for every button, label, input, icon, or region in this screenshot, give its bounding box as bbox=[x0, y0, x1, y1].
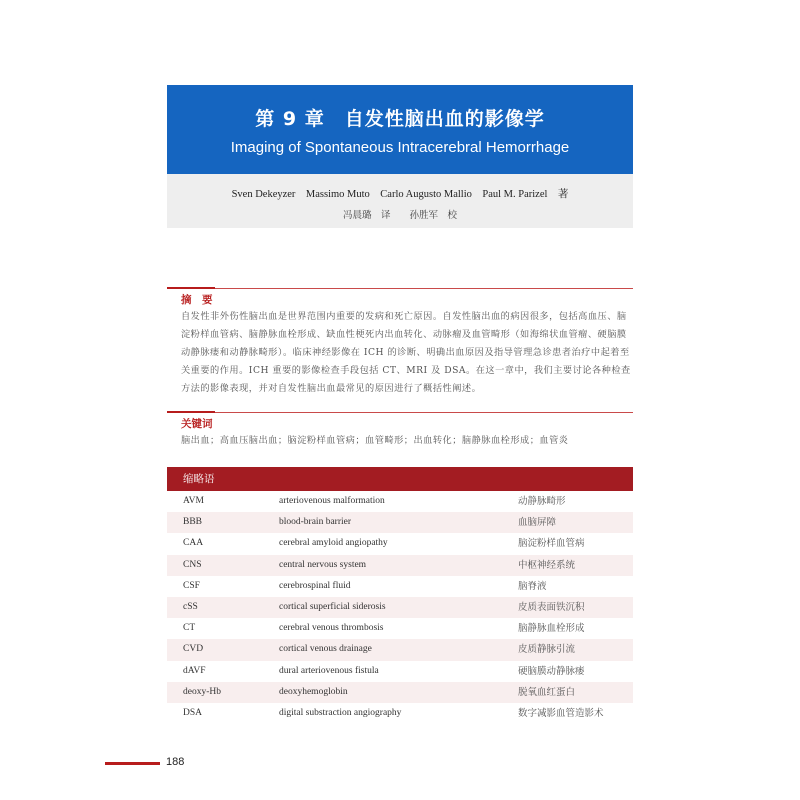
abbr-cell: CVD bbox=[183, 644, 204, 655]
authors-line: Sven Dekeyzer Massimo Muto Carlo Augusto Mallio Paul M. Parizel 著 bbox=[231, 189, 569, 200]
table-row bbox=[167, 512, 633, 533]
abbreviations-header bbox=[167, 467, 633, 491]
chapter-title-en: Imaging of Spontaneous Intracerebral Hemorrhage bbox=[230, 139, 570, 156]
keywords-text: 脑出血；高血压脑出血；脑淀粉样血管病；血管畸形；出血转化；脑静脉血栓形成；血管炎 bbox=[181, 435, 569, 446]
abbr-cell: CSF bbox=[183, 580, 200, 591]
table-row bbox=[167, 597, 633, 618]
table-row bbox=[167, 533, 633, 554]
credits-block bbox=[167, 174, 633, 228]
abbr-cell: CNS bbox=[183, 559, 202, 570]
english-term-cell: central nervous system bbox=[279, 559, 367, 570]
abbr-cell: CT bbox=[183, 623, 196, 634]
english-term-cell: arteriovenous malformation bbox=[279, 496, 385, 506]
keywords-heading: 关键词 bbox=[181, 418, 213, 430]
abbr-cell: dAVF bbox=[183, 665, 206, 676]
table-row bbox=[167, 491, 633, 512]
english-term-cell: cortical venous drainage bbox=[279, 644, 372, 655]
english-term-cell: digital substraction angiography bbox=[279, 707, 402, 718]
english-term-cell: cerebrospinal fluid bbox=[279, 580, 351, 591]
abbr-cell: BBB bbox=[183, 517, 203, 528]
chinese-term-cell: 数字减影血管造影术 bbox=[518, 707, 604, 719]
chinese-term-cell: 硬脑膜动静脉瘘 bbox=[518, 665, 585, 677]
abbr-cell: DSA bbox=[183, 707, 203, 718]
table-row bbox=[167, 661, 633, 682]
chinese-term-cell: 脱氧血红蛋白 bbox=[518, 686, 576, 698]
english-term-cell: cortical superficial siderosis bbox=[279, 601, 386, 612]
chapter-title-cn: 第 9 章 自发性脑出血的影像学 bbox=[255, 108, 545, 130]
table-row bbox=[167, 682, 633, 703]
chinese-term-cell: 皮质静脉引流 bbox=[518, 644, 576, 656]
abbr-cell: cSS bbox=[183, 601, 198, 612]
abbr-cell: CAA bbox=[183, 538, 204, 549]
table-row bbox=[167, 618, 633, 639]
chinese-term-cell: 血脑屏障 bbox=[518, 517, 557, 529]
abstract-divider bbox=[167, 287, 633, 289]
abstract-heading: 摘 要 bbox=[181, 294, 213, 306]
abbreviations-heading: 缩略语 bbox=[183, 473, 215, 485]
abbr-cell: deoxy-Hb bbox=[183, 686, 221, 697]
english-term-cell: dural arteriovenous fistula bbox=[279, 665, 379, 676]
chinese-term-cell: 脑脊液 bbox=[518, 580, 547, 592]
translators-line: 冯晨璐 译 孙胜军 校 bbox=[342, 210, 457, 221]
abbr-cell: AVM bbox=[183, 496, 204, 506]
chinese-term-cell: 中枢神经系统 bbox=[518, 559, 576, 571]
english-term-cell: cerebral amyloid angiopathy bbox=[279, 538, 388, 549]
footer-accent-bar bbox=[105, 762, 160, 765]
chapter-title-block bbox=[167, 85, 633, 174]
chinese-term-cell: 动静脉畸形 bbox=[518, 496, 566, 507]
table-row bbox=[167, 703, 633, 724]
chinese-term-cell: 脑静脉血栓形成 bbox=[518, 623, 585, 635]
chinese-term-cell: 脑淀粉样血管病 bbox=[518, 538, 585, 550]
english-term-cell: cerebral venous thrombosis bbox=[279, 623, 384, 634]
table-row bbox=[167, 555, 633, 576]
table-row bbox=[167, 576, 633, 597]
table-row bbox=[167, 639, 633, 660]
keywords-divider bbox=[167, 411, 633, 413]
page-number: 188 bbox=[166, 756, 185, 768]
chinese-term-cell: 皮质表面铁沉积 bbox=[518, 601, 585, 613]
english-term-cell: deoxyhemoglobin bbox=[279, 686, 348, 697]
abbreviations-table bbox=[167, 491, 633, 724]
abstract-text: 自发性非外伤性脑出血是世界范围内重要的发病和死亡原因。自发性脑出血的病因很多，包括高血压、脑淀粉样血管病、脑静脉血栓形成、缺血性梗死内出血转化、动脉瘤及血管畸形（如海绵状血管瘤、硬脑膜动静脉瘘和动静脉畸形）。临床神经影像在 ICH 的诊断、明确出血原因及指导管理急诊患者治疗中起着至关重要的作用。ICH 重要的影像检查手段包括 CT、MRI 及 DSA。在这一章中，我们主要讨论各种检查方法的影像表现，并对自发性脑出血最常见的原因进行了概括性阐述。 bbox=[181, 311, 631, 394]
english-term-cell: blood-brain barrier bbox=[279, 517, 352, 528]
